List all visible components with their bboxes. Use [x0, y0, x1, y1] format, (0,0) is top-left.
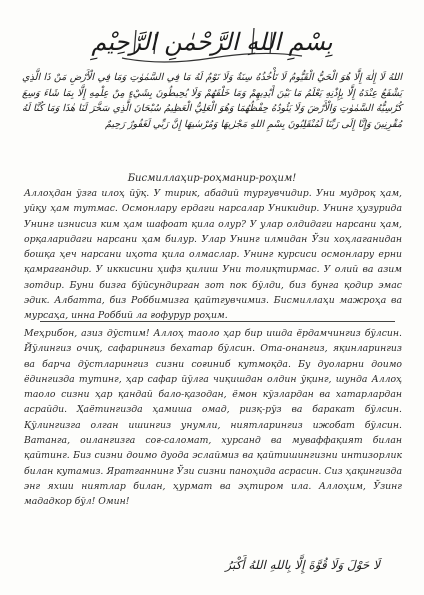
translation-paragraph: Аллоҳдан ўзгa илоҳ йўқ. У тирик, абадий тургувчидир. Уни мудроқ ҳам, уйқу ҳам тутмас. Осмонлару ердаги нарсалар Уникидир. Унинг ҳузурида Унинг изнисиз ким ҳам шафоат қила олур? У улар олдидаги нарсани ҳам, орқаларидаги нарсани ҳам билур. Улар Унинг илмидан Ўзи хоҳлаганидан бошқа ҳеч нарсани иҳота қила олмаслар. Унинг курсиси осмонлару ерни қамрагандир. У иккисини ҳифз қилиш Уни толиқтирмас. У олий ва азим зотдир. Буни бизга бўйсундирган зот пок бўлди, биз бунга қодир эмас эдик. Албатта, биз Роббимизга қайтгувчимиз. Бисмиллаҳи мажроҳа ва мурсаҳа, инна Роббий ла ғофурур роҳим.: [24, 188, 402, 322]
ayat-al-kursi-text: اللهُ لَا إِلٰهَ إِلَّا هُوَ الْحَيُّ الْقَيُّومُ لَا تَأْخُذُهُ سِنَةٌ وَلَا نَوْمٌ لَهُ مَا فِي السَّمٰوٰتِ وَمَا فِي الْأَرْضِ مَنْ ذَا الَّذِي يَشْفَعُ عِنْدَهُ إِلَّا بِإِذْنِهِ يَعْلَمُ مَا بَيْنَ أَيْدِيهِمْ وَمَا خَلْفَهُمْ وَلَا يُحِيطُونَ بِشَيْءٍ مِنْ عِلْمِهِ إِلَّا بِمَا شَاءَ وَسِعَ كُرْسِيُّهُ السَّمٰوٰتِ وَالْأَرْضَ وَلَا يَئُودُهُ حِفْظُهُمَا وَهُوَ الْعَلِيُّ الْعَظِيمُ سُبْحَانَ الَّذِي سَخَّرَ لَنَا هٰذَا وَمَا كُنَّا لَهُ مُقْرِنِينَ وَإِنَّا إِلَى رَبِّنَا لَمُنْقَلِبُونَ بِسْمِ اللهِ مَجْرٰيهَا وَمُرْسٰيهَا إِنَّ رَبِّي لَغَفُورٌ رَحِيمٌ: [22, 72, 402, 130]
section-heading: Бисмиллаҳир-роҳманир-роҳим!: [127, 173, 297, 184]
closing-arabic-text: لَا حَوْلَ وَلَا قُوَّةَ إِلَّا بِاللهِ اللهُ أَكْبَرُ: [225, 558, 380, 572]
bismillah-header: [0, 20, 424, 68]
bismillah-text: بِسْمِ اللهِ الرَّحْمٰنِ الرَّحِيْمِ: [91, 28, 333, 56]
divider: [40, 321, 395, 322]
letter-paragraph: Меҳрибон, азиз дўстим! Аллоҳ таоло ҳар бир ишда ёрдамчингиз бўлсин. Йўлингиз очиқ, сафарингиз бехатар бўлсин. Ота-онангиз, яқинларингиз ва барча дўстларингиз сизни соғиниб кутмоқда. Бу дуоларни доимо ёдингизда тутинг, ҳар сафар йўлга чиқишдан олдин ўқинг, шунда Аллоҳ таоло сизни ҳар қандай бало-қазодан, ёмон кўзлардан ва хатарлардан асрайди. Ҳаётингизда ҳамиша омад, ризқ-рўз ва баракат бўлсин. Қўлингизга олган ишингиз унумли, ниятларингиз ижобат бўлсин. Ватанга, оилангизга соғ-саломат, хурсанд ва муваффақият билан қайтинг. Биз сизни доимо дуода эслаймиз ва қайтишингизни интизорлик билан кутамиз. Яратганнинг Ўзи сизни паноҳида асрасин. Сиз ҳақингизда энг яхши ниятлар билан, ҳурмат ва эҳтиром ила. Аллоҳим, Ўзинг мададкор бўл! Омин!: [24, 328, 402, 508]
